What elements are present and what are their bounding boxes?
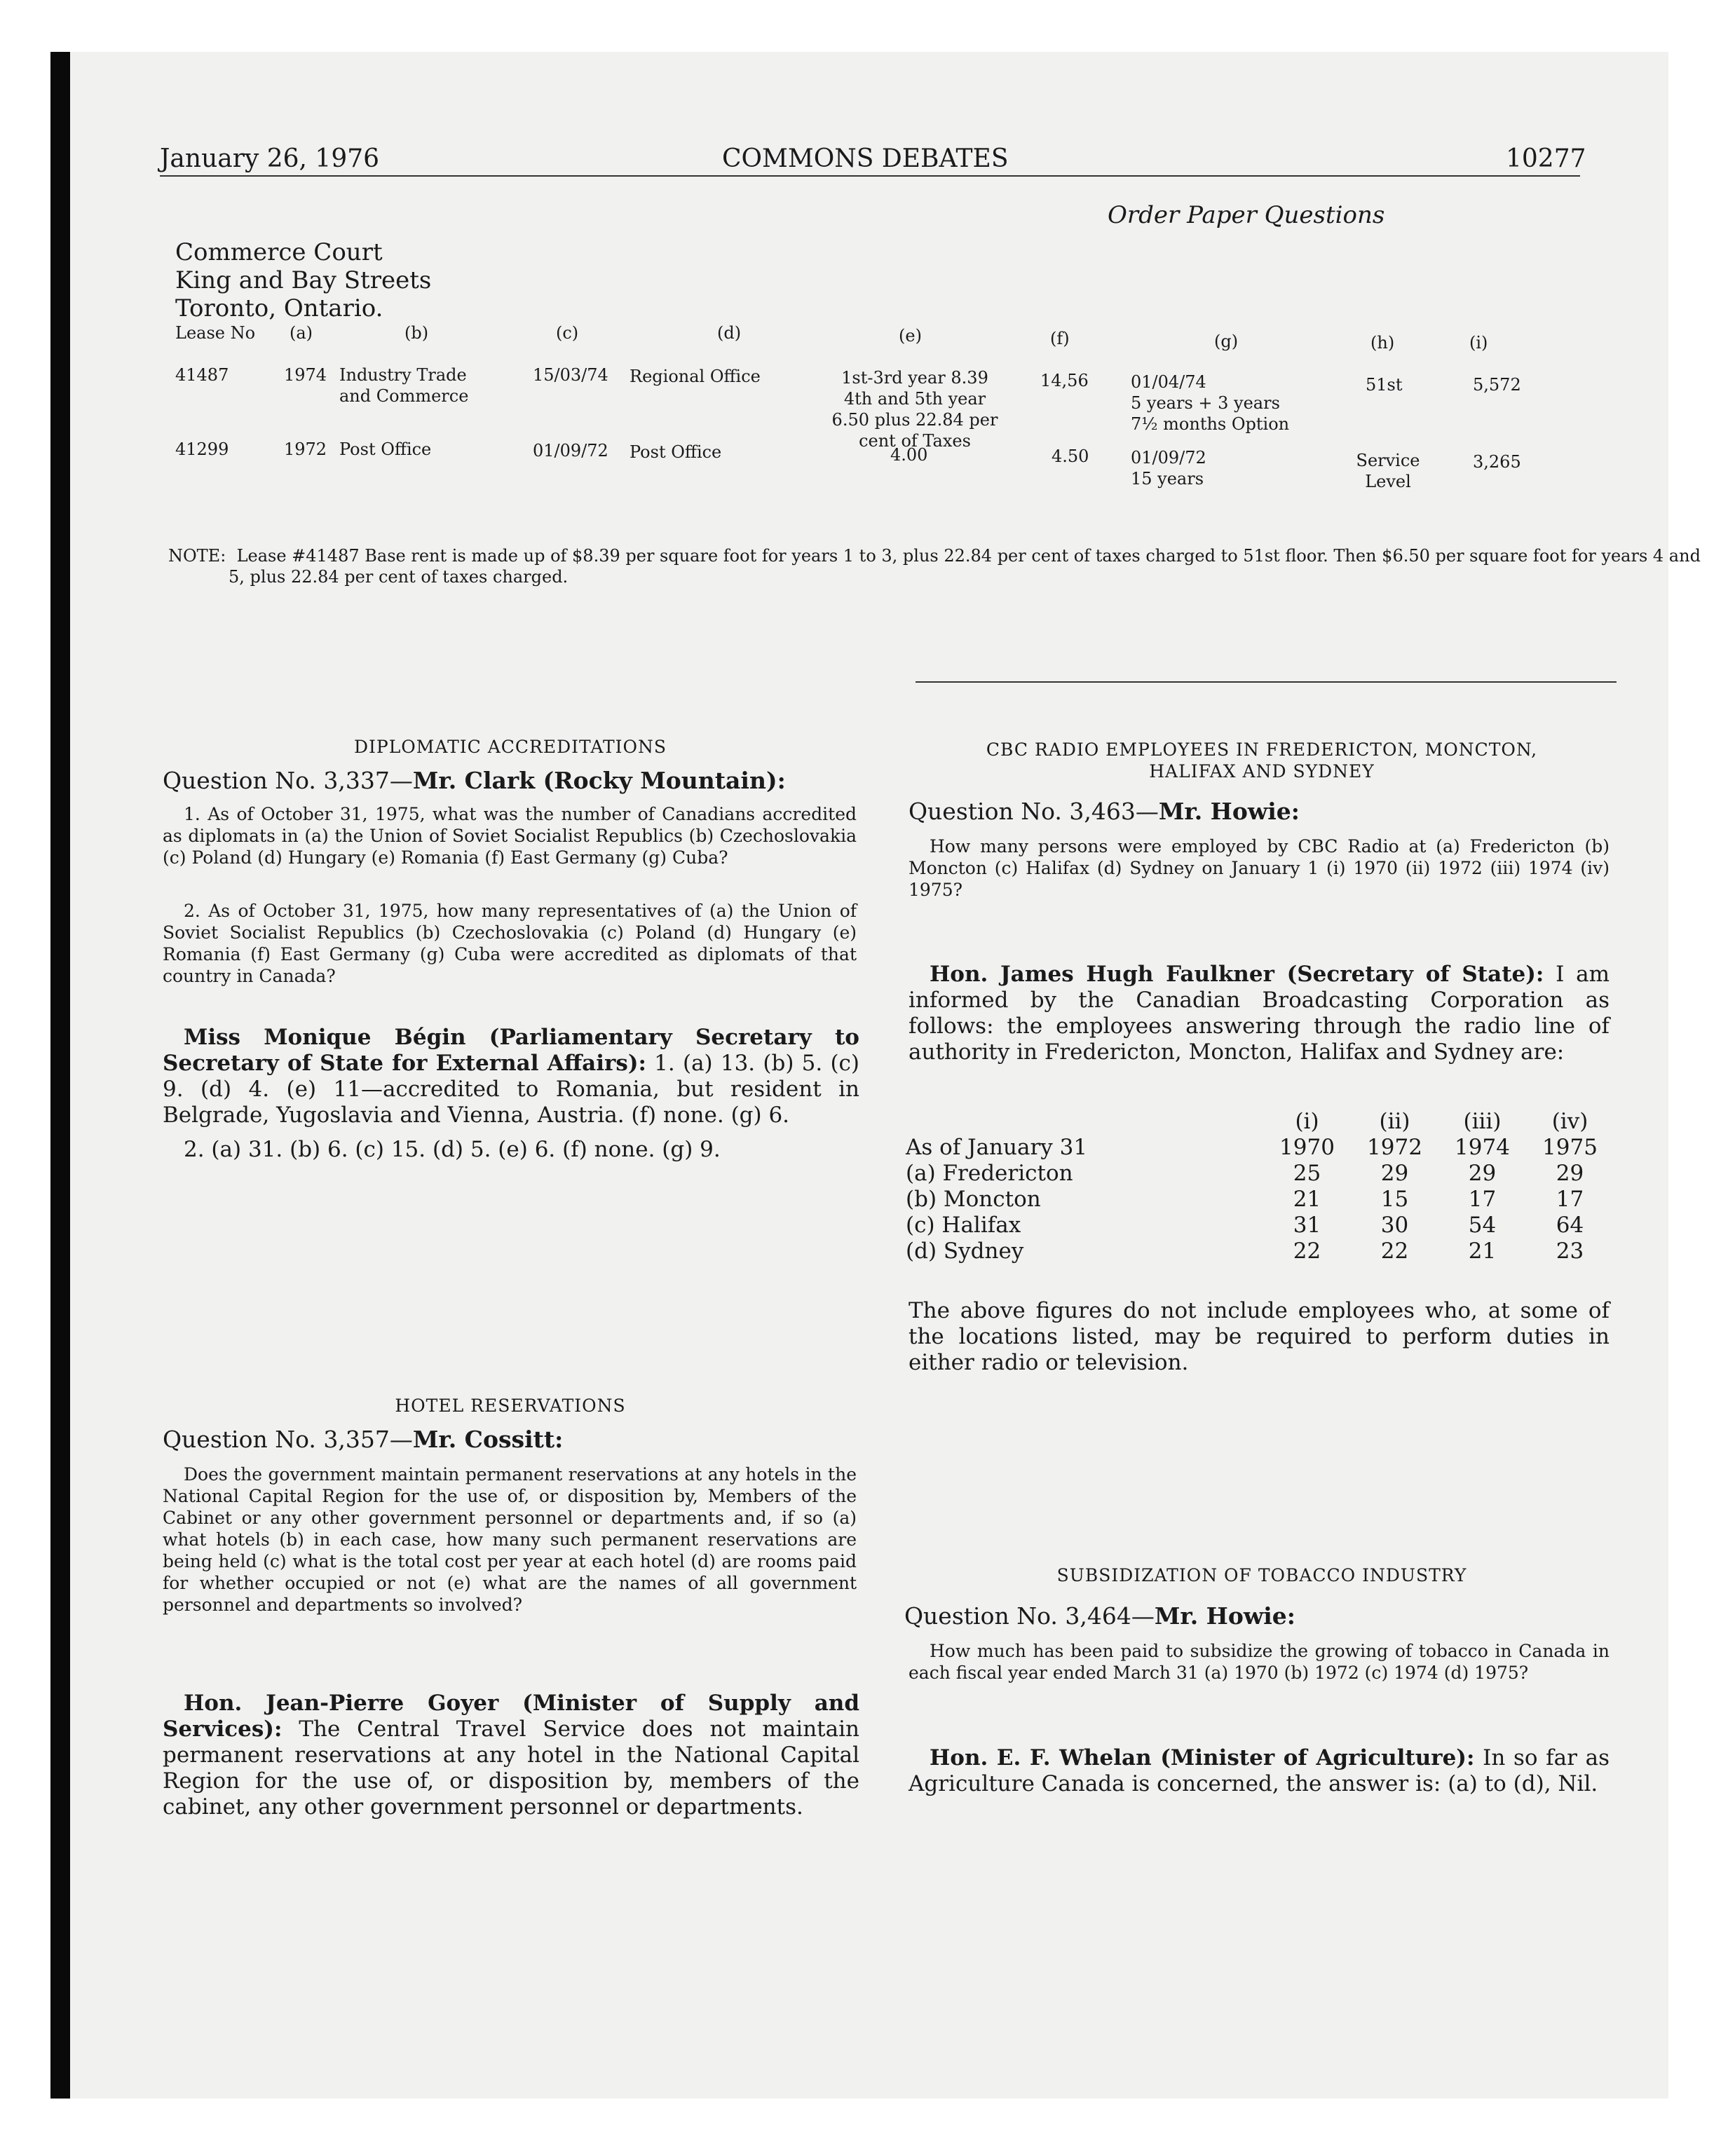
col-header-f: (f)	[1050, 329, 1070, 348]
diplomatic-answer-2: 2. (a) 31. (b) 6. (c) 15. (d) 5. (e) 6. (f) none. (g) 9.	[184, 1137, 721, 1162]
asker: Mr. Howie:	[1158, 798, 1300, 825]
hotel-answer	[163, 1691, 859, 1820]
cell: 17	[1468, 1187, 1497, 1212]
row2-i: 3,265	[1473, 452, 1521, 472]
col-header-i: (i)	[1469, 333, 1488, 353]
row2-b: Post Office	[339, 439, 432, 459]
cbc-heading	[897, 739, 1626, 782]
row2-h-line: Level	[1365, 472, 1411, 491]
cell: 21	[1468, 1239, 1497, 1264]
table-row	[906, 1161, 1614, 1187]
hotel-question-line	[163, 1426, 563, 1453]
row1-b-line: Industry Trade	[339, 365, 467, 385]
answer-text: 1. (a) 13. (b) 5. (c) 9. (d) 4. (e) 11—accredited to Romania, but resident in Belgrade, Yugoslavia and Vienna, Austria. (f) none. (g) 6.	[163, 1051, 859, 1128]
header-rule	[160, 175, 1580, 177]
diplomatic-q2: 2. As of October 31, 1975, how many representatives of (a) the Union of Soviet Socialist Republics (b) Czechoslovakia (c) Poland (d) Hungary (e) Romania (f) East Germany (g) Cuba were accredited as diplomats of that country in Canada?	[163, 901, 857, 986]
year: 1975	[1542, 1135, 1598, 1160]
row1-b-line: and Commerce	[339, 386, 469, 406]
cbc-employees-table	[906, 1109, 1614, 1264]
year: 1970	[1279, 1135, 1335, 1160]
row1-lease-no: 41487	[175, 365, 229, 385]
cell: 21	[1293, 1187, 1321, 1212]
col-header-h: (h)	[1370, 333, 1395, 353]
diplomatic-q1: 1. As of October 31, 1975, what was the number of Canadians accredited as diplomats in (a) the Union of Soviet Socialist Republics (b) Czechoslovakia (c) Poland (d) Hungary (e) Romania (f) East Germany (g) Cuba?	[163, 804, 857, 868]
asker: Mr. Howie:	[1154, 1602, 1295, 1630]
row1-g	[1131, 371, 1289, 435]
row1-b	[339, 364, 468, 407]
cell: 22	[1380, 1239, 1409, 1264]
table-row	[906, 1109, 1614, 1135]
row-header: As of January 31	[906, 1135, 1088, 1160]
hotel-heading: HOTEL RESERVATIONS	[395, 1396, 626, 1416]
header-date: January 26, 1976	[160, 144, 380, 173]
row1-e-line: 1st-3rd year 8.39	[841, 368, 988, 388]
question-number: Question No. 3,357—	[163, 1426, 413, 1453]
hotel-question: Does the government maintain permanent reservations at any hotels in the National Capital Region for the use of, or disposition by, Members of the Cabinet or any other government personnel or departments and, if so (a) what hotels (b) in each case, how many such permanent reservations are being held (c) what is the total cost per year at each hotel (d) are rooms paid for whether occupied or not (e) what are the names of all government personnel and departments so involved?	[163, 1464, 857, 1615]
row2-h-line: Service	[1356, 451, 1420, 470]
row1-g-line: 01/04/74	[1131, 372, 1206, 392]
row1-f: 14,56	[1040, 371, 1089, 390]
row2-f: 4.50	[1052, 446, 1089, 466]
row1-d: Regional Office	[630, 367, 761, 386]
address-line: King and Bay Streets	[175, 266, 432, 294]
row-label: (a) Fredericton	[906, 1161, 1073, 1186]
diplomatic-answer	[163, 1025, 859, 1128]
row2-lease-no: 41299	[175, 439, 229, 459]
table-row	[906, 1239, 1614, 1264]
row1-a: 1974	[284, 365, 327, 385]
tobacco-question: How much has been paid to subsidize the growing of tobacco in Canada in each fiscal year ended March 31 (a) 1970 (b) 1972 (c) 1974 (d) 1975?	[909, 1641, 1610, 1683]
year: 1972	[1367, 1135, 1422, 1160]
tobacco-answer	[909, 1745, 1610, 1797]
cbc-heading-line: HALIFAX AND SYDNEY	[1149, 761, 1375, 782]
answer-speaker: Hon. James Hugh Faulkner (Secretary of State):	[930, 962, 1544, 987]
col-label: (i)	[1295, 1109, 1319, 1134]
tobacco-heading: SUBSIDIZATION OF TOBACCO INDUSTRY	[1056, 1565, 1467, 1585]
note-text-cont: 5, plus 22.84 per cent of taxes charged.	[229, 567, 569, 587]
cbc-answer-after: The above figures do not include employees who, at some of the locations listed, may be required to perform duties in either radio or television.	[909, 1298, 1610, 1375]
answer-text: The Central Travel Service does not maintain permanent reservations at any hotel in the National Capital Region for the use of, or disposition by, members of the cabinet, any other government personnel or departments.	[163, 1717, 859, 1820]
note-label: NOTE:	[168, 546, 226, 566]
column-rule	[916, 681, 1617, 683]
row2-g-line: 01/09/72	[1131, 448, 1206, 468]
cbc-answer	[909, 962, 1610, 1065]
question-number: Question No. 3,463—	[909, 798, 1159, 825]
cbc-question-line	[909, 798, 1300, 825]
table-row	[906, 1187, 1614, 1213]
answer-text: I am informed by the Canadian Broadcasting Corporation as follows: the employees answering through the radio line of authority in Fredericton, Moncton, Halifax and Sydney are:	[909, 962, 1610, 1065]
row2-h	[1349, 450, 1427, 492]
page-number: 10277	[1506, 144, 1586, 173]
cell: 30	[1380, 1213, 1409, 1238]
row1-e-line: cent of Taxes	[859, 431, 971, 451]
cbc-heading-line: CBC RADIO EMPLOYEES IN FREDERICTON, MONCTON,	[986, 739, 1538, 760]
col-header-b: (b)	[404, 323, 429, 343]
cell: 22	[1293, 1239, 1321, 1264]
row-label: (d) Sydney	[906, 1239, 1024, 1264]
asker: Mr. Cossitt:	[412, 1426, 564, 1453]
year: 1974	[1455, 1135, 1510, 1160]
cell: 29	[1556, 1161, 1584, 1186]
note-text: Lease #41487 Base rent is made up of $8.39 per square foot for years 1 to 3, plus 22.84 per cent of taxes charged to 51st floor. Then $6.50 per square foot for years 4 and	[236, 546, 1701, 566]
col-header-c: (c)	[556, 323, 579, 343]
col-label: (ii)	[1379, 1109, 1410, 1134]
col-header-lease-no: Lease No	[175, 323, 256, 343]
col-label: (iv)	[1551, 1109, 1588, 1134]
table-row	[906, 1213, 1614, 1239]
row-label: (b) Moncton	[906, 1187, 1041, 1212]
col-header-g: (g)	[1214, 332, 1239, 351]
row1-i: 5,572	[1473, 375, 1521, 395]
address-line: Toronto, Ontario.	[175, 294, 383, 322]
scan-edge-bar	[50, 52, 70, 2099]
col-header-a: (a)	[290, 323, 313, 343]
cell: 17	[1556, 1187, 1584, 1212]
row-label: (c) Halifax	[906, 1213, 1021, 1238]
row1-h: 51st	[1366, 375, 1403, 395]
header-title: COMMONS DEBATES	[722, 144, 1009, 173]
row2-g-line: 15 years	[1131, 469, 1204, 489]
tobacco-question-line	[904, 1602, 1295, 1630]
row2-d: Post Office	[630, 442, 722, 462]
col-label: (iii)	[1463, 1109, 1502, 1134]
row1-e	[827, 367, 1002, 451]
row1-e-line: 6.50 plus 22.84 per	[831, 410, 998, 430]
row2-a: 1972	[284, 439, 327, 459]
question-number: Question No. 3,464—	[904, 1602, 1155, 1630]
cell: 25	[1293, 1161, 1321, 1186]
cell: 29	[1468, 1161, 1497, 1186]
note	[168, 545, 1701, 587]
row1-g-line: 5 years + 3 years	[1131, 393, 1280, 413]
col-header-e: (e)	[899, 326, 922, 346]
cell: 23	[1556, 1239, 1584, 1264]
row1-g-line: 7½ months Option	[1131, 414, 1290, 434]
answer-speaker: Hon. Jean-Pierre Goyer (Minister of Supply and Services):	[163, 1691, 859, 1742]
row2-c: 01/09/72	[533, 441, 608, 460]
table-row	[906, 1135, 1614, 1161]
answer-text: In so far as Agriculture Canada is concerned, the answer is: (a) to (d), Nil.	[909, 1745, 1610, 1796]
row1-e-line: 4th and 5th year	[843, 389, 986, 409]
row2-e: 4.00	[890, 445, 928, 465]
cell: 31	[1293, 1213, 1321, 1238]
row1-c: 15/03/74	[533, 365, 608, 385]
answer-speaker: Hon. E. F. Whelan (Minister of Agriculture):	[930, 1745, 1475, 1770]
cell: 15	[1380, 1187, 1409, 1212]
question-number: Question No. 3,337—	[163, 767, 413, 794]
cbc-question: How many persons were employed by CBC Radio at (a) Fredericton (b) Moncton (c) Halifax (d) Sydney on January 1 (i) 1970 (ii) 1972 (iii) 1974 (iv) 1975?	[909, 836, 1610, 900]
answer-speaker: Miss Monique Bégin (Parliamentary Secretary to Secretary of State for External Affairs):	[163, 1025, 859, 1076]
row2-g	[1131, 447, 1206, 489]
address-line: Commerce Court	[175, 238, 383, 266]
cell: 29	[1380, 1161, 1409, 1186]
diplomatic-heading: DIPLOMATIC ACCREDITATIONS	[353, 737, 667, 757]
address-block	[175, 238, 431, 322]
cell: 64	[1556, 1213, 1584, 1238]
asker: Mr. Clark (Rocky Mountain):	[412, 767, 786, 794]
section-title: Order Paper Questions	[1108, 201, 1385, 229]
col-header-d: (d)	[717, 323, 742, 343]
diplomatic-question-line	[163, 767, 786, 794]
cell: 54	[1468, 1213, 1497, 1238]
